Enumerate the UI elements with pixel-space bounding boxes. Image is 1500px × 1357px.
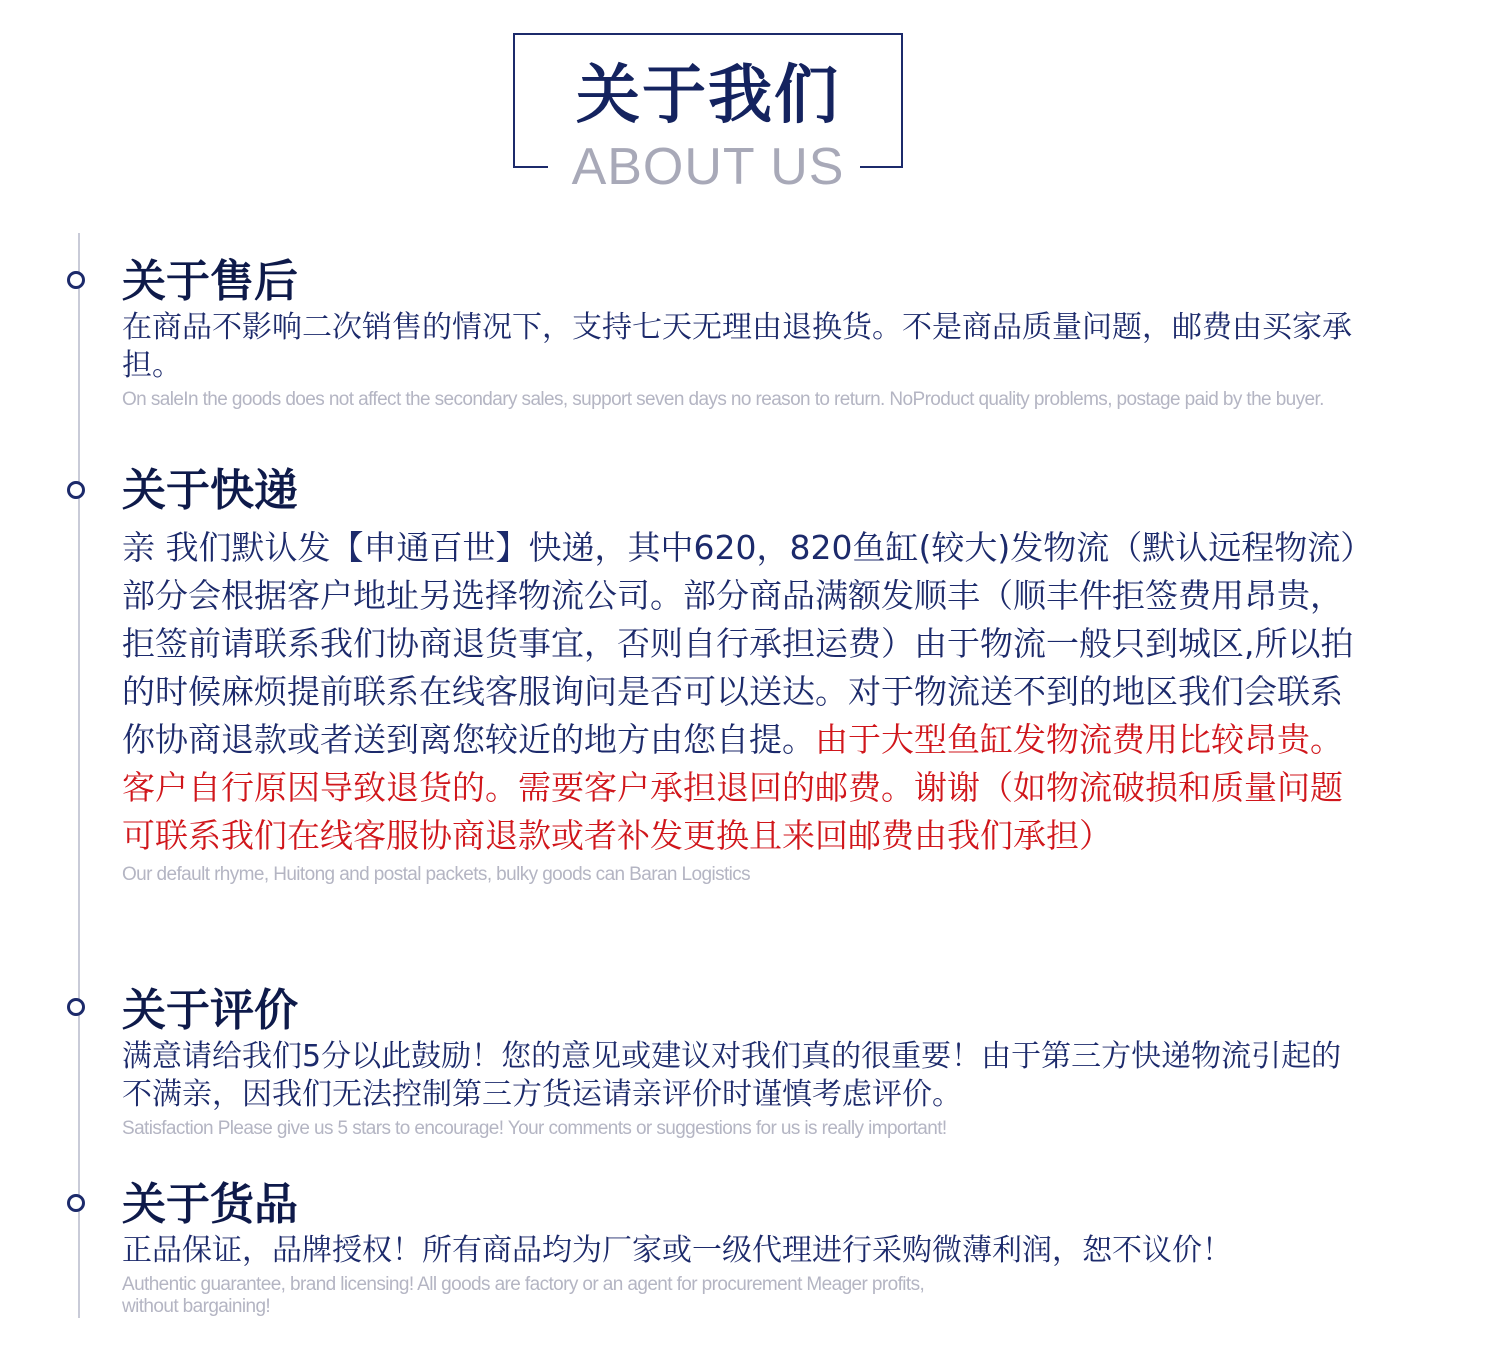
timeline-marker-icon [67,481,85,499]
section-title: 关于售后 [122,256,298,307]
section-english: Our default rhyme, Huitong and postal packets, bulky goods can Baran Logistics [122,864,751,885]
section-after-sales [122,255,1362,411]
section-delivery [122,464,1362,886]
page-title: 关于我们 [576,59,840,133]
timeline-marker-icon [67,998,85,1016]
timeline-line [78,233,80,1318]
section-body: 正品保证，品牌授权！所有商品均为厂家或一级代理进行采购微薄利润，恕不议价！ [122,1233,1232,1268]
section-english: Satisfaction Please give us 5 stars to encourage! Your comments or suggestions for us is really important! [122,1118,947,1139]
timeline-marker-icon [67,271,85,289]
section-body: 在商品不影响二次销售的情况下，支持七天无理由退换货。不是商品质量问题，邮费由买家承担。 [122,310,1352,383]
section-body-text: 亲 我们默认发【申通百世】快递，其中620，820鱼缸(较大)发物流（默认远程物流）部分会根据客户地址另选择物流公司。部分商品满额发顺丰（顺丰件拒签费用昂贵，拒签前请联系我们协商退货事宜，否则自行承担运费）由于物流一般只到城区,所以拍的时候麻烦提前联系在线客服询问是否可以送达。对于物流送不到的地区我们会联系你协商退款或者送到离您较近的地方由您自提。 [122,528,1357,759]
section-goods [122,1178,1362,1318]
section-body-warning: 由于大型鱼缸发物流费用比较昂贵。客户自行原因导致退货的。需要客户承担退回的邮费。谢谢（如物流破损和质量问题可联系我们在线客服协商退款或者补发更换且来回邮费由我们承担） [122,720,1343,855]
section-title: 关于评价 [122,985,298,1036]
section-title: 关于快递 [122,465,298,516]
section-english: Authentic guarantee, brand licensing! All goods are factory or an agent for procurement Meager profits, without bargaining! [122,1274,925,1317]
section-body: 满意请给我们5分以此鼓励！您的意见或建议对我们真的很重要！由于第三方快递物流引起的不满亲，因我们无法控制第三方货运请亲评价时谨慎考虑评价。 [122,1039,1342,1112]
section-reviews [122,984,1362,1140]
page-subtitle: ABOUT US [571,138,845,196]
section-body [122,524,1362,860]
timeline-marker-icon [67,1194,85,1212]
section-english: On saleIn the goods does not affect the secondary sales, support seven days no reason to return. NoProduct quality problems, postage paid by the buyer. [122,389,1324,410]
section-title: 关于货品 [122,1179,298,1230]
